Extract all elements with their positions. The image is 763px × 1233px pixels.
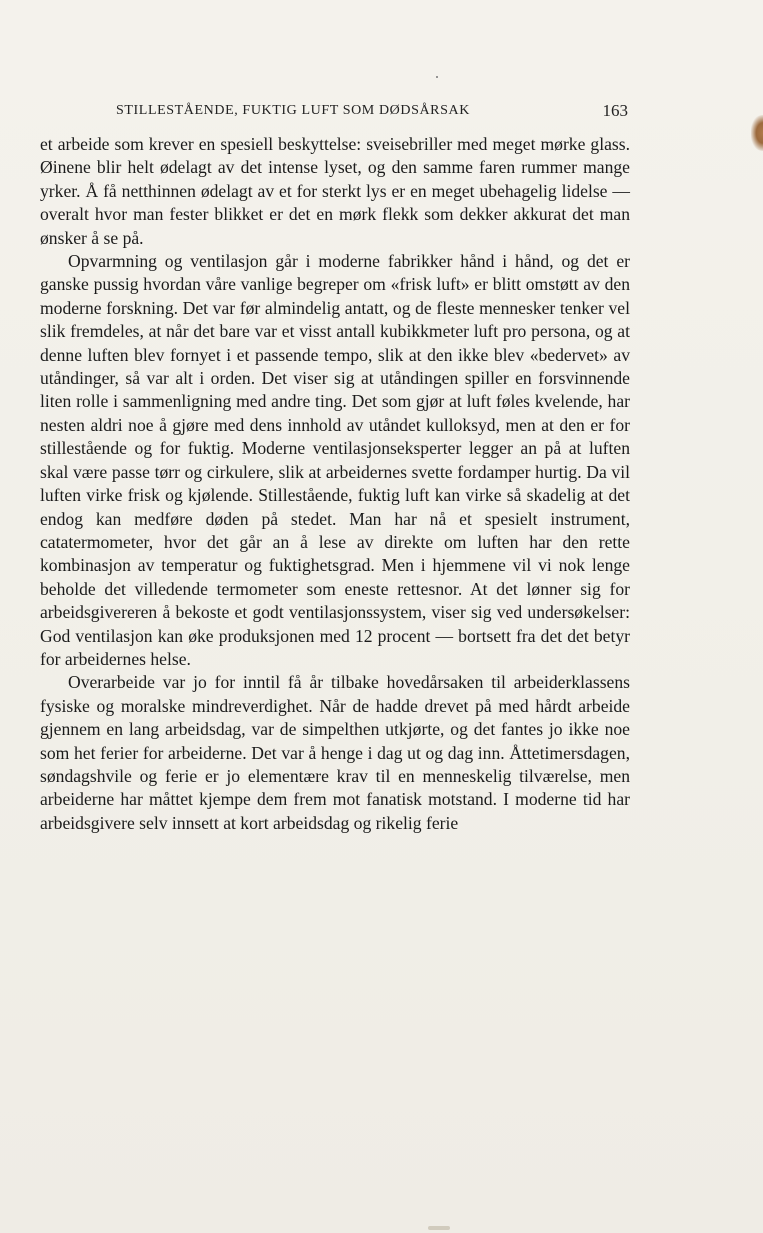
page-number: 163 bbox=[602, 101, 628, 120]
paper-mark bbox=[428, 1226, 450, 1230]
paragraph-1: et arbeide som krever en spesiell beskyttelse: sveisebriller med meget mørke glass. Øinene blir helt ødelagt av det intense lyset, og den samme faren rummer mange yrker. Å få netthinnen ødelagt av et for sterkt lys er en meget ubehagelig lidelse — overalt hvor man fester blikket er det en mørk flekk som dekker akkurat det man ønsker å se på. bbox=[40, 134, 630, 248]
body-text bbox=[40, 133, 630, 835]
running-head: STILLESTÅENDE, FUKTIG LUFT SOM DØDSÅRSAK bbox=[116, 103, 470, 118]
page-edge-stain bbox=[751, 115, 763, 151]
paragraph-2: Opvarmning og ventilasjon går i moderne fabrikker hånd i hånd, og det er ganske pussig hvordan våre vanlige begreper om «frisk luft» er blitt omstøtt av den moderne forskning. Det var før almindelig antatt, og de fleste mennesker tenker vel slik fremdeles, at når det bare var et visst antall kubikkmeter luft pro persona, og at denne luften blev fornyet i et passende tempo, slik at den ikke blev «bedervet» av utåndinger, så var alt i orden. Det viser sig at utåndingen spiller en forsvinnende liten rolle i sammenligning med andre ting. Det som gjør at luft føles kvelende, har nesten aldri noe å gjøre med dens innhold av utåndet kulloksyd, men at den er for stillestående og for fuktig. Moderne ventilasjonseksperter legger an på at luften skal være passe tørr og cirkulere, slik at arbeidernes svette fordamper hurtig. Da vil luften virke frisk og kjølende. Stillestående, fuktig luft kan virke så skadelig at det endog kan medføre døden på stedet. Man har nå et spesielt instrument, catatermometer, hvor det går an å lese av direkte om luften har den rette kombinasjon av temperatur og fuktighetsgrad. Men i hjemmene vil vi nok lenge beholde det villedende termometer som eneste rettesnor. At det lønner sig for arbeidsgivereren å bekoste et godt ventilasjonssystem, viser sig ved undersøkelser: God ventilasjon kan øke produksjonen med 12 procent — bortsett fra det det betyr for arbeidernes helse. bbox=[40, 251, 630, 669]
paragraph-3: Overarbeide var jo for inntil få år tilbake hovedårsaken til arbeiderklassens fysiske og moralske mindreverdighet. Når de hadde drevet på med hårdt arbeide gjennem en lang arbeidsdag, var de simpelthen utkjørte, og det fantes jo ikke noe som het ferier for arbeiderne. Det var å henge i dag ut og dag inn. Åttetimersdagen, søndagshvile og ferie er jo elementære krav til en menneskelig tilværelse, men arbeiderne har måttet kjempe dem frem mot fanatisk motstand. I moderne tid har arbeidsgivere selv innsett at kort arbeidsdag og rikelig ferie bbox=[40, 672, 630, 833]
page-header bbox=[108, 103, 628, 125]
paper-speck bbox=[436, 76, 438, 78]
